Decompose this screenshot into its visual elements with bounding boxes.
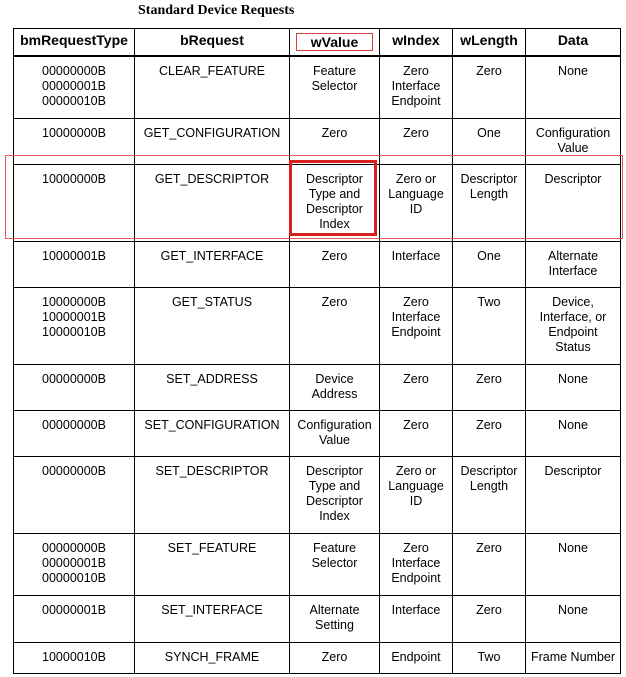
cell-windex: Zero Interface Endpoint	[380, 287, 453, 364]
cell-wvalue: Zero	[290, 241, 380, 287]
cell-brequest: SET_INTERFACE	[135, 595, 290, 642]
cell-bmrequesttype: 00000000B	[14, 456, 135, 533]
cell-wlength: Zero	[453, 595, 526, 642]
cell-bmrequesttype: 10000000B 10000001B 10000010B	[14, 287, 135, 364]
cell-bmrequesttype: 00000000B	[14, 410, 135, 456]
cell-windex: Zero or Language ID	[380, 456, 453, 533]
cell-bmrequesttype: 10000010B	[14, 642, 135, 673]
standard-device-requests-table	[13, 28, 621, 674]
cell-windex: Zero or Language ID	[380, 164, 453, 241]
table-row	[14, 287, 621, 364]
cell-brequest: SET_ADDRESS	[135, 364, 290, 410]
cell-bmrequesttype: 10000000B	[14, 118, 135, 164]
wvalue-highlight-box: wValue	[296, 33, 373, 51]
cell-brequest: GET_CONFIGURATION	[135, 118, 290, 164]
cell-wvalue: Zero	[290, 287, 380, 364]
header-windex: wIndex	[380, 29, 453, 57]
cell-brequest: SET_FEATURE	[135, 533, 290, 595]
header-data: Data	[526, 29, 621, 57]
cell-data: Frame Number	[526, 642, 621, 673]
table-row	[14, 56, 621, 118]
header-bmrequesttype: bmRequestType	[14, 29, 135, 57]
cell-bmrequesttype: 10000001B	[14, 241, 135, 287]
cell-data: Configuration Value	[526, 118, 621, 164]
cell-windex: Zero Interface Endpoint	[380, 533, 453, 595]
cell-data: Descriptor	[526, 164, 621, 241]
header-wlength: wLength	[453, 29, 526, 57]
table-row	[14, 533, 621, 595]
cell-wlength: Zero	[453, 364, 526, 410]
header-row	[14, 29, 621, 57]
cell-wvalue: Zero	[290, 118, 380, 164]
cell-brequest: GET_INTERFACE	[135, 241, 290, 287]
cell-windex: Zero	[380, 364, 453, 410]
cell-data: Alternate Interface	[526, 241, 621, 287]
cell-bmrequesttype: 00000000B 00000001B 00000010B	[14, 56, 135, 118]
cell-wvalue: Descriptor Type and Descriptor Index	[290, 456, 380, 533]
cell-windex: Interface	[380, 595, 453, 642]
cell-wlength: Two	[453, 287, 526, 364]
cell-wvalue: Device Address	[290, 364, 380, 410]
header-brequest: bRequest	[135, 29, 290, 57]
cell-wvalue: Feature Selector	[290, 533, 380, 595]
cell-wvalue: Configuration Value	[290, 410, 380, 456]
cell-data: None	[526, 410, 621, 456]
cell-windex: Zero	[380, 118, 453, 164]
cell-brequest: CLEAR_FEATURE	[135, 56, 290, 118]
cell-data: Descriptor	[526, 456, 621, 533]
cell-wlength: Zero	[453, 56, 526, 118]
cell-windex: Zero	[380, 410, 453, 456]
table-row	[14, 364, 621, 410]
table-title: Standard Device Requests	[138, 3, 295, 18]
cell-bmrequesttype: 00000001B	[14, 595, 135, 642]
table-row	[14, 456, 621, 533]
cell-bmrequesttype: 10000000B	[14, 164, 135, 241]
cell-wvalue: Zero	[290, 642, 380, 673]
table-row	[14, 118, 621, 164]
cell-data: Device, Interface, or Endpoint Status	[526, 287, 621, 364]
cell-wlength: Descriptor Length	[453, 164, 526, 241]
cell-wlength: Zero	[453, 533, 526, 595]
cell-windex: Interface	[380, 241, 453, 287]
cell-brequest: GET_DESCRIPTOR	[135, 164, 290, 241]
cell-wvalue: Alternate Setting	[290, 595, 380, 642]
table-row	[14, 642, 621, 673]
table-row	[14, 241, 621, 287]
table-row	[14, 164, 621, 241]
table-row	[14, 410, 621, 456]
cell-windex: Endpoint	[380, 642, 453, 673]
cell-wvalue: Descriptor Type and Descriptor Index	[290, 164, 380, 241]
cell-wlength: One	[453, 118, 526, 164]
cell-windex: Zero Interface Endpoint	[380, 56, 453, 118]
cell-brequest: GET_STATUS	[135, 287, 290, 364]
cell-data: None	[526, 364, 621, 410]
cell-wvalue: Feature Selector	[290, 56, 380, 118]
cell-data: None	[526, 56, 621, 118]
cell-wlength: Two	[453, 642, 526, 673]
table-row	[14, 595, 621, 642]
cell-data: None	[526, 595, 621, 642]
cell-wlength: Zero	[453, 410, 526, 456]
header-wvalue	[290, 29, 380, 57]
cell-bmrequesttype: 00000000B	[14, 364, 135, 410]
cell-wlength: Descriptor Length	[453, 456, 526, 533]
cell-brequest: SYNCH_FRAME	[135, 642, 290, 673]
cell-brequest: SET_DESCRIPTOR	[135, 456, 290, 533]
cell-bmrequesttype: 00000000B 00000001B 00000010B	[14, 533, 135, 595]
cell-brequest: SET_CONFIGURATION	[135, 410, 290, 456]
cell-data: None	[526, 533, 621, 595]
cell-wlength: One	[453, 241, 526, 287]
